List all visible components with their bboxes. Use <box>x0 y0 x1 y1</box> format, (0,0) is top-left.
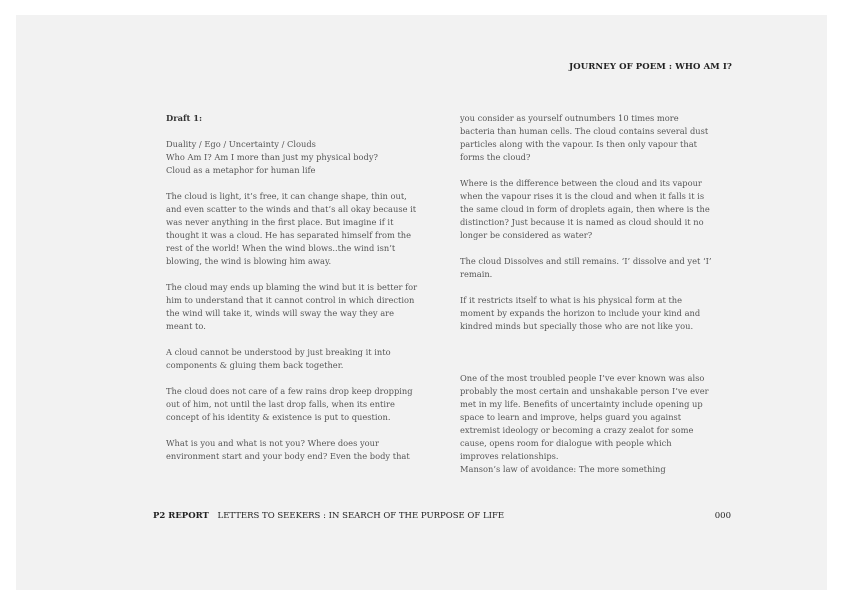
body-paragraph: you consider as yourself outnumbers 10 times more bacteria than human cells. The cloud contains several dust particles along with the vapour. Is then only vapour that forms the cloud? <box>460 113 709 162</box>
paragraph-spacer <box>460 346 712 372</box>
body-paragraph: The cloud may ends up blaming the wind but it is better for him to understand that it cannot control in which direction the wind will take it, winds will sway the way they are meant to. <box>166 282 418 331</box>
left-column <box>166 112 418 463</box>
body-paragraph: One of the most troubled people I’ve ever known was also probably the most certain and unshakable person I’ve ever met in my life. Benefits of uncertainty include opening up space to learn and improve, helps guard you against extremist ideology or becoming a crazy zealot for some cause, opens room for dialogue with people which improves relationships. <box>460 373 709 461</box>
body-paragraph: The cloud Dissolves and still remains. ‘I’ dissolve and yet ‘I’ remain. <box>460 256 712 279</box>
footer-report-title: LETTERS TO SEEKERS : IN SEARCH OF THE PURPOSE OF LIFE <box>217 511 505 521</box>
right-column <box>460 112 712 476</box>
body-paragraph: The cloud is light, it’s free, it can change shape, thin out, and even scatter to the winds and that’s all okay because it was never anything in the first place. But imagine if it thought it was a cloud. He has separated himself from the rest of the world! When the wind blows..the wind isn’t blowing, the wind is blowing him away. <box>166 191 417 266</box>
body-paragraph: Manson’s law of avoidance: The more something <box>460 464 666 474</box>
intro-line: Cloud as a metaphor for human life <box>166 165 316 175</box>
body-paragraph: What is you and what is not you? Where does your environment start and your body end? Even the body that <box>166 438 410 461</box>
footer-report-label: P2 REPORT <box>153 511 209 521</box>
page-number: 000 <box>714 511 731 521</box>
body-paragraph: If it restricts itself to what is his physical form at the moment by expands the horizon to include your kind and kindred minds but specially those who are not like you. <box>460 295 701 331</box>
body-paragraph: The cloud does not care of a few rains drop keep dropping out of him, not until the last drop falls, when its entire concept of his identity & existence is put to question. <box>166 386 413 422</box>
body-paragraph: A cloud cannot be understood by just breaking it into components & gluing them back together. <box>166 347 391 370</box>
header-title: JOURNEY OF POEM : WHO AM I? <box>569 62 732 72</box>
intro-line: Who Am I? Am I more than just my physical body? <box>166 152 378 162</box>
intro-block <box>166 138 418 177</box>
intro-line: Duality / Ego / Uncertainty / Clouds <box>166 139 316 149</box>
running-footer <box>153 511 504 521</box>
body-paragraph: Where is the difference between the cloud and its vapour when the vapour rises it is the cloud and when it falls it is the same cloud in form of droplets again, then where is the distinction? Just because it is named as cloud should it no longer be considered as water? <box>460 178 710 240</box>
running-header <box>569 62 732 72</box>
draft-title: Draft 1: <box>166 113 203 123</box>
